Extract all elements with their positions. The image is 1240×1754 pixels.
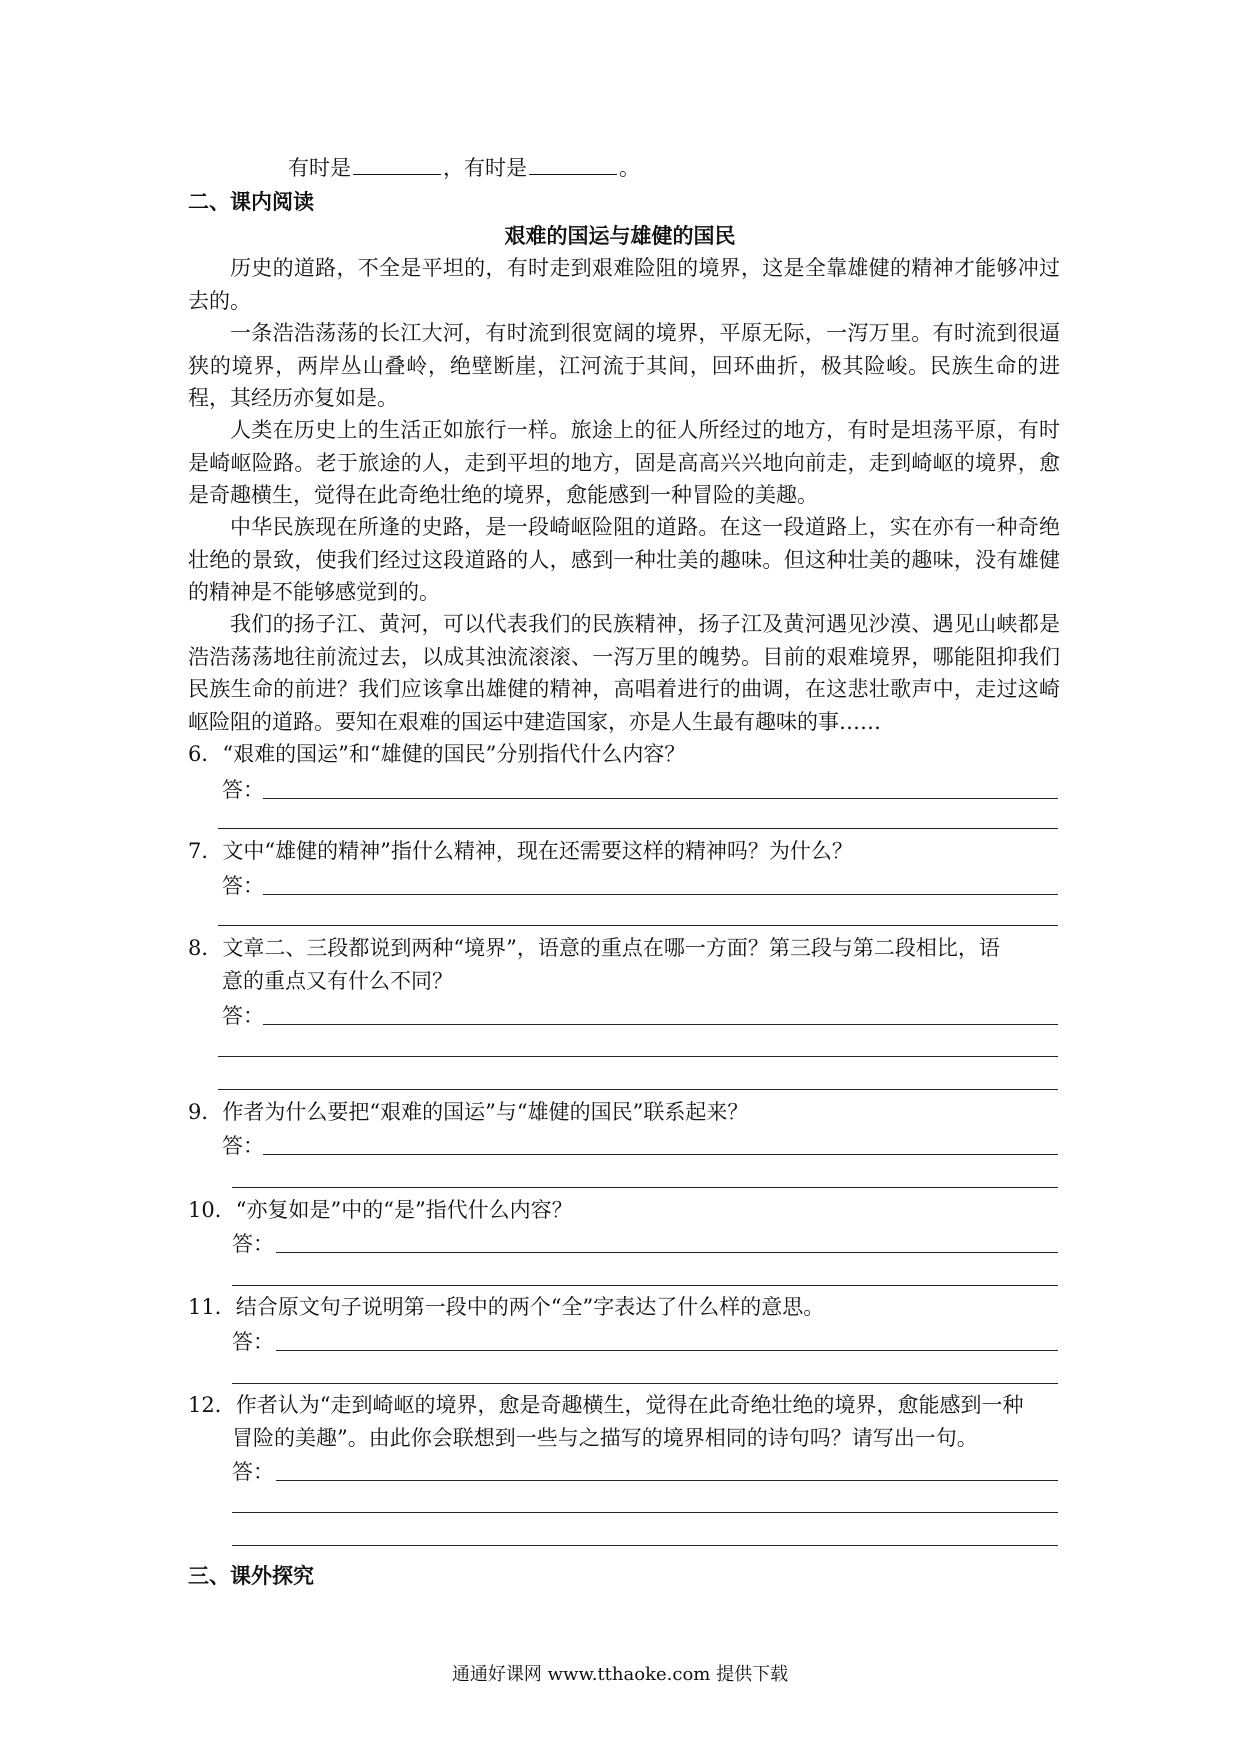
answer-line[interactable] — [218, 828, 1058, 829]
answer-line[interactable] — [232, 1285, 1058, 1286]
answer-line[interactable] — [263, 798, 1058, 799]
fill-in-line — [288, 152, 640, 184]
blank-2[interactable] — [529, 152, 617, 175]
answer-label: 答： — [232, 1460, 274, 1484]
answer-line[interactable] — [232, 1545, 1058, 1546]
question-number: 9． — [188, 1100, 223, 1124]
question-text: 文中“雄健的精神”指什么精神，现在还需要这样的精神吗？为什么？ — [222, 839, 853, 863]
question-number: 8． — [188, 936, 223, 960]
answer-line[interactable] — [218, 925, 1058, 926]
answer-label: 答： — [222, 1134, 264, 1158]
question-7 — [188, 835, 853, 868]
answer-line[interactable] — [263, 1154, 1058, 1155]
question-9 — [188, 1096, 748, 1129]
question-text: 文章二、三段都说到两种“境界”，语意的重点在哪一方面？第三段与第二段相比，语 — [222, 936, 1000, 960]
question-11 — [188, 1291, 824, 1324]
article-paragraph-3: 人类在历史上的生活正如旅行一样。旅途上的征人所经过的地方，有时是坦荡平原，有时是崎岖险路。老于旅途的人，走到平坦的地方，固是高高兴兴地向前走，走到崎岖的境界，愈是奇趣横生，觉得在此奇绝壮绝的境界，愈能感到一种冒险的美趣。 — [188, 418, 1060, 507]
question-12 — [188, 1389, 1023, 1422]
article-paragraph-4: 中华民族现在所逢的史路，是一段崎岖险阻的道路。在这一段道路上，实在亦有一种奇绝壮绝的景致，使我们经过这段道路的人，感到一种壮美的趣味。但这种壮美的趣味，没有雄健的精神是不能够感觉到的。 — [188, 515, 1060, 604]
question-number: 6． — [188, 742, 223, 766]
answer-line[interactable] — [276, 1252, 1058, 1253]
question-number: 10． — [188, 1198, 236, 1222]
answer-label: 答： — [222, 874, 264, 898]
fill-suffix: 。 — [619, 156, 640, 180]
question-12-continued: 冒险的美趣”。由此你会联想到一些与之描写的境界相同的诗句吗？请写出一句。 — [232, 1426, 978, 1450]
question-8 — [188, 932, 1000, 965]
answer-line[interactable] — [263, 1024, 1058, 1025]
question-text: 结合原文句子说明第一段中的两个“全”字表达了什么样的意思。 — [235, 1295, 825, 1319]
article-paragraph-1: 历史的道路，不全是平坦的，有时走到艰难险阻的境界，这是全靠雄健的精神才能够冲过去的。 — [188, 256, 1060, 313]
question-10 — [188, 1194, 573, 1227]
answer-line[interactable] — [218, 1089, 1058, 1090]
answer-line[interactable] — [232, 1383, 1058, 1384]
answer-label: 答： — [222, 778, 264, 802]
answer-label: 答： — [232, 1330, 274, 1354]
answer-label: 答： — [222, 1004, 264, 1028]
fill-prefix: 有时是 — [288, 156, 351, 180]
article-paragraph-5: 我们的扬子江、黄河，可以代表我们的民族精神，扬子江及黄河遇见沙漠、遇见山峡都是浩浩荡荡地往前流过去，以成其浊流滚滚、一泻万里的魄势。目前的艰难境界，哪能阻抑我们民族生命的前进？我们应该拿出雄健的精神，高唱着进行的曲调，在这悲壮歌声中，走过这崎岖险阻的道路。要知在艰难的国运中建造国家，亦是人生最有趣味的事…… — [188, 612, 1060, 734]
question-text: “艰难的国运”和“雄健的国民”分别指代什么内容？ — [222, 742, 686, 766]
answer-line[interactable] — [218, 1056, 1058, 1057]
section-heading-3: 三、课外探究 — [188, 1564, 314, 1588]
article-title: 艰难的国运与雄健的国民 — [504, 224, 736, 248]
answer-line[interactable] — [232, 1187, 1058, 1188]
answer-line[interactable] — [263, 894, 1058, 895]
answer-line[interactable] — [232, 1512, 1058, 1513]
section-heading-2: 二、课内阅读 — [188, 190, 314, 214]
question-text: 作者认为“走到崎岖的境界，愈是奇趣横生，觉得在此奇绝壮绝的境界，愈能感到一种 — [235, 1393, 1024, 1417]
fill-middle: ，有时是 — [443, 156, 527, 180]
question-8-continued: 意的重点又有什么不同？ — [222, 969, 453, 993]
answer-line[interactable] — [276, 1480, 1058, 1481]
article-paragraph-2: 一条浩浩荡荡的长江大河，有时流到很宽阔的境界，平原无际，一泻万里。有时流到很逼狭的境界，两岸丛山叠岭，绝壁断崖，江河流于其间，回环曲折，极其险峻。民族生命的进程，其经历亦复如是。 — [188, 321, 1060, 410]
answer-label: 答： — [232, 1232, 274, 1256]
answer-line[interactable] — [276, 1350, 1058, 1351]
question-number: 12． — [188, 1393, 236, 1417]
page-footer: 通通好课网 www.tthaoke.com 提供下载 — [451, 1664, 789, 1685]
question-6 — [188, 738, 685, 771]
blank-1[interactable] — [353, 152, 441, 175]
question-number: 7． — [188, 839, 223, 863]
question-text: “亦复如是”中的“是”指代什么内容？ — [235, 1198, 573, 1222]
question-text: 作者为什么要把“艰难的国运”与“雄健的国民”联系起来？ — [222, 1100, 749, 1124]
question-number: 11． — [188, 1295, 236, 1319]
